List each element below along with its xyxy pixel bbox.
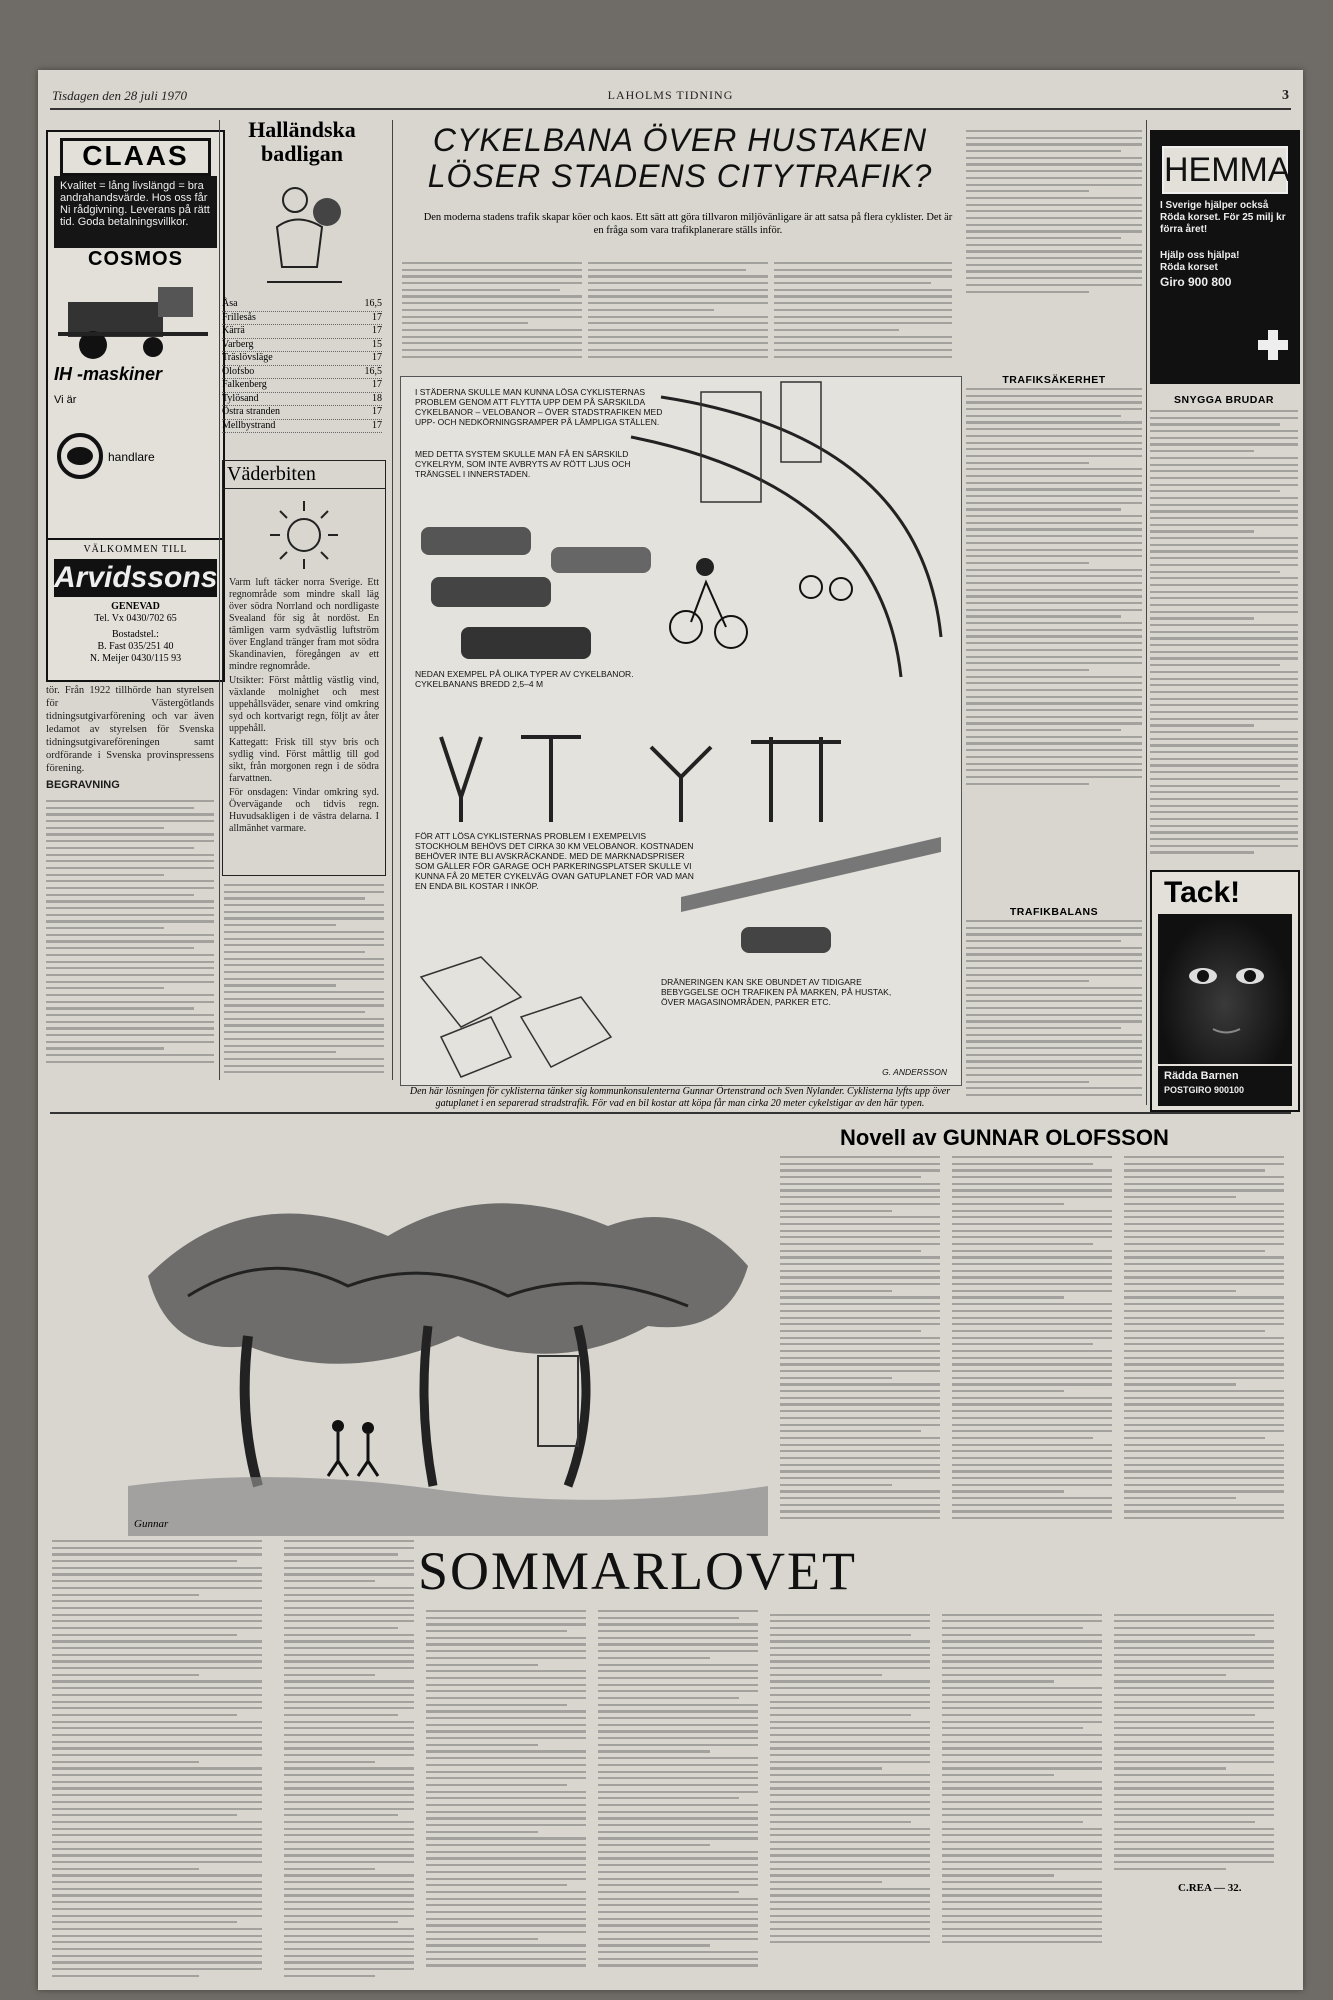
main-article-right-column xyxy=(966,130,1142,1100)
beach-name: Kärrä xyxy=(222,325,245,336)
arvidssons-bostad: Bostadstel.: xyxy=(112,629,159,640)
badligan-table xyxy=(222,298,382,433)
novell-top-columns xyxy=(780,1156,1290,1536)
subheading-trafiksakerhet: TRAFIKSÄKERHET xyxy=(1002,374,1106,386)
main-ingress: Den moderna stadens trafik skapar köer och kaos. Ett sätt att göra tillvaron miljövänligare är att satsa på flera cyklister. Det är en fråga som vara trafikplanerare ställs inför. xyxy=(423,212,953,236)
handlare-label: handlare xyxy=(108,450,155,464)
beach-name: Falkenberg xyxy=(222,379,267,390)
arvidssons-place: GENEVAD xyxy=(111,601,160,612)
badligan-row xyxy=(222,352,382,366)
radda-barnen-ad xyxy=(1150,870,1300,1112)
begravning-heading: BEGRAVNING xyxy=(46,779,120,791)
child-face-illustration xyxy=(1158,914,1292,1064)
masthead xyxy=(52,88,1289,108)
hemma-title: HEMMA xyxy=(1162,146,1288,194)
beach-name: Olofsbo xyxy=(222,365,255,377)
hemma-help: Hjälp oss hjälpa! Röda korset xyxy=(1160,250,1240,273)
column-rule xyxy=(219,120,220,1080)
illustration-caption-1: I STÄDERNA SKULLE MAN KUNNA LÖSA CYKLISTERNAS PROBLEM GENOM ATT FLYTTA UPP DEM PÅ SÄRSKILDA CYKELBANOR – VELOBANOR – ÖVER STADSTRAFIKEN MED UPP- OCH NEDKÖRNINGSRAMPER PÅ LÄMPLIGA STÄLLEN. xyxy=(415,387,663,427)
beach-name: Mellbystrand xyxy=(222,419,276,431)
illustration-caption-2: MED DETTA SYSTEM SKULLE MAN FÅ EN SÄRSKILD CYKELRYM, SOM INTE AVBRYTS AV RÖTT LJUS OCH TRÄNGSEL I INNERSTADEN. xyxy=(415,449,631,479)
arvidssons-welcome: VÄLKOMMEN TILL xyxy=(83,544,188,555)
weather-kattegatt: Kattegatt: Frisk till styv bris och sydlig vind. Först måttlig till god sikt, från morgonen regn i de södra farvattnen. xyxy=(229,737,379,784)
issue-date: Tisdagen den 28 juli 1970 xyxy=(52,88,188,103)
subheading-trafikbalans: TRAFIKBALANS xyxy=(1009,906,1099,918)
badligan-box xyxy=(222,118,382,448)
column-rule xyxy=(392,120,393,1080)
novell-column-2 xyxy=(284,1540,414,1980)
arvidssons-phone-2: N. Meijer 0430/115 93 xyxy=(89,653,182,664)
weather-wednesday: För onsdagen: Vindar omkring syd. Övervägande och tidvis regn. Huvudsakligen i de västra delarna. I allmänhet varmare. xyxy=(229,787,379,834)
novell-column-1 xyxy=(52,1540,272,1980)
arvidssons-phone-1: B. Fast 035/251 40 xyxy=(97,641,174,652)
tack-title: Tack! xyxy=(1164,876,1241,909)
illustration-caption-4: FÖR ATT LÖSA CYKLISTERNAS PROBLEM I EXEMPELVIS STOCKHOLM BEHÖVS DET CIRKA 30 KM VELOBANOR. KOSTNADEN BEHÖVER INTE BLI AVSKRÄCKANDE. MED DE MARKNADSPRISER SOM GÄLLER FÖR GARAGE OCH PARKERINGSPLATSER SKULLE VI KUNNA FÅ 20 METER CYKELVÄG OVAN GATUPLANET FÖR VAD MAN EN ENDA BIL KOSTAR I INKÖP. xyxy=(415,831,694,891)
badligan-row xyxy=(222,366,382,380)
claas-logo: CLAAS xyxy=(60,138,211,176)
water-temperature: 16,5 xyxy=(364,298,382,309)
water-temperature: 16,5 xyxy=(364,365,382,377)
radda-barnen-footer xyxy=(1158,1066,1292,1106)
water-temperature: 17 xyxy=(372,325,382,336)
novell-title: SOMMARLOVET xyxy=(418,1541,858,1601)
novell-illustration-signature: Gunnar xyxy=(134,1518,169,1530)
badligan-row xyxy=(222,312,382,326)
badligan-row xyxy=(222,325,382,339)
claas-ad xyxy=(46,130,225,544)
water-temperature: 17 xyxy=(372,379,382,390)
subheading-snygga-brudar: SNYGGA BRUDAR xyxy=(1173,394,1275,406)
novell-illustration xyxy=(128,1156,768,1536)
cosmos-brand: COSMOS xyxy=(88,248,183,270)
column-continuation xyxy=(224,880,384,1080)
arvidssons-ad xyxy=(46,538,225,682)
illustration-caption-3: NEDAN EXEMPEL PÅ OLIKA TYPER AV CYKELBANOR. CYKELBANANS BREDD 2,5–4 M xyxy=(415,669,634,689)
water-temperature: 18 xyxy=(372,392,382,404)
main-headline xyxy=(400,122,960,194)
ih-maskiner: IH -maskiner xyxy=(54,364,163,384)
obituary-column xyxy=(46,684,214,1084)
vaderbiten-box xyxy=(222,460,386,876)
hemma-text: I Sverige hjälper också Röda korset. För 25 milj kr förra året! xyxy=(1160,200,1286,235)
bather-illustration xyxy=(247,172,357,292)
headline-line-2: LÖSER STADENS CITYTRAFIK? xyxy=(427,158,933,194)
headline-line-1: CYKELBANA ÖVER HUSTAKEN xyxy=(432,122,928,158)
hemma-ad xyxy=(1150,130,1300,384)
badligan-row xyxy=(222,339,382,353)
radda-barnen-giro: POSTGIRO 900100 xyxy=(1164,1085,1245,1095)
beach-name: Varberg xyxy=(222,338,254,350)
claas-tagline: Kvalitet = lång livslängd = bra andrahandsvärde. Hos oss får Ni rådgivning. Leverans på rätt tid. Goda betalningsvillkor. xyxy=(54,176,217,248)
badligan-row xyxy=(222,406,382,420)
arvidssons-name: Arvidssons xyxy=(54,559,217,597)
main-lead-columns xyxy=(402,262,952,372)
water-temperature: 15 xyxy=(372,338,382,350)
child-photo xyxy=(1158,914,1292,1064)
water-temperature: 17 xyxy=(372,406,382,417)
arvidssons-tel: Tel. Vx 0430/702 65 xyxy=(94,613,177,624)
illustration-caption: Den här lösningen för cyklisterna tänker sig kommunkonsulenterna Gunnar Örtenstrand och Sven Nylander. Cyklisterna lyfts upp över gatuplanet i en separerad stradstrafik. För vad en bil kostar att köpa får man cirka 20 meter cykelstigar av den här typen. xyxy=(409,1086,951,1109)
novell-byline: Novell av GUNNAR OLOFSSON xyxy=(840,1125,1169,1150)
vi-ar-label: Vi är xyxy=(54,394,77,406)
obituary-intro: tör. Från 1922 tillhörde han styrelsen för Västergötlands tidningsutgivarförening och var även ledamot av styrelsen för Svenska tidningsutgivareföreningen samt ordförande i Svenska provinspressens förening. xyxy=(46,685,214,774)
water-temperature: 17 xyxy=(372,419,382,431)
water-temperature: 17 xyxy=(372,352,382,363)
beach-name: Åsa xyxy=(222,298,238,309)
obituary-body-lines xyxy=(46,800,214,1068)
illustration-caption-5: DRÄNERINGEN KAN SKE OBUNDET AV TIDIGARE BEBYGGELSE OCH TRAFIKEN PÅ MARKEN, PÅ HUSTAK, ÖVER MAGASINOMRÅDEN, PARKER ETC. xyxy=(661,977,892,1007)
section-rule xyxy=(50,1112,1291,1114)
beach-name: Östra stranden xyxy=(222,406,281,417)
masthead-rule xyxy=(50,108,1291,110)
snygga-brudar-column xyxy=(1150,388,1298,858)
novell-lower-columns xyxy=(426,1610,1286,1980)
velobana-illustration xyxy=(400,376,962,1086)
water-temperature: 17 xyxy=(372,311,382,323)
red-cross-icon xyxy=(1258,330,1288,360)
weather-sun-icon xyxy=(244,493,364,573)
trees-landscape-drawing xyxy=(128,1156,768,1536)
beach-name: Träslövsläge xyxy=(222,352,273,363)
weather-outlook: Utsikter: Först måttlig västlig vind, växlande molnighet och mest uppehållsväder, senare vind omkring syd och kortvarigt regn, följt av åter uppehåll. xyxy=(229,675,379,734)
claas-emblem-icon xyxy=(56,432,104,480)
badligan-title: Halländska badligan xyxy=(248,117,356,166)
badligan-row xyxy=(222,298,382,312)
beach-name: Frillesås xyxy=(222,311,256,323)
paper-name: LAHOLMS TIDNING xyxy=(607,88,734,102)
vaderbiten-title: Väderbiten xyxy=(223,461,385,489)
radda-barnen-org: Rädda Barnen xyxy=(1164,1070,1239,1082)
badligan-row xyxy=(222,379,382,393)
illustration-signature: G. ANDERSSON xyxy=(882,1067,947,1077)
newspaper-page xyxy=(38,70,1303,1990)
page-number: 3 xyxy=(1282,88,1289,103)
hemma-giro: Giro 900 800 xyxy=(1160,275,1232,289)
novell-signoff: C.REA — 32. xyxy=(1178,1882,1242,1894)
column-rule xyxy=(1146,120,1147,1105)
weather-text: Varm luft täcker norra Sverige. Ett regnområde som mindre skall läg över södra Norrland och nordligaste Svealand för sig åt nordöst. En tämligen varm sydvästlig luftström över England tränger fram mot södra Skandinavien, föregången av ett mindre regnområde. xyxy=(229,577,379,672)
badligan-row xyxy=(222,420,382,434)
harvester-illustration xyxy=(58,277,208,362)
beach-name: Tylösand xyxy=(222,392,259,404)
badligan-row xyxy=(222,393,382,407)
